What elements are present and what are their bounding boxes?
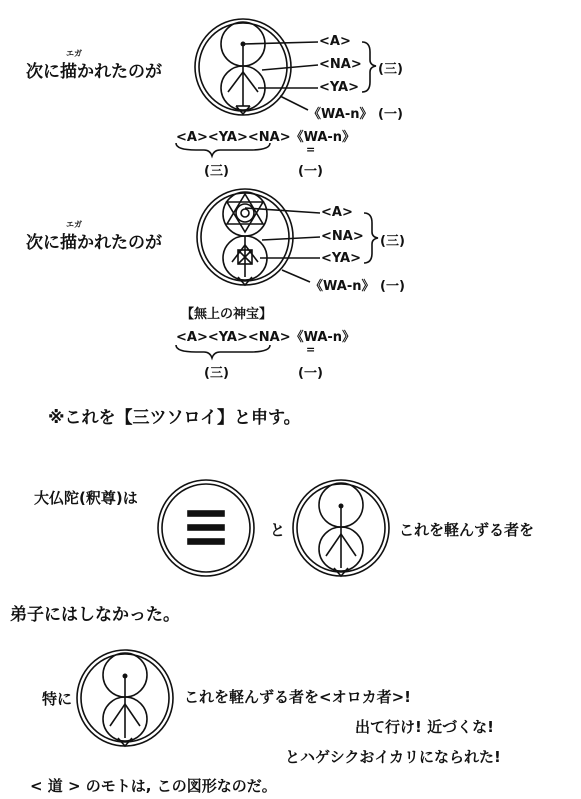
label-a-1: <A> xyxy=(319,34,351,49)
bracket-three-2: (三) xyxy=(204,366,229,381)
label-a-2: <A> xyxy=(321,205,353,220)
symbol-diagram-1 xyxy=(195,19,291,115)
despise-text: これを軽んずる者を xyxy=(399,521,535,539)
intro-text-1: 次に描かれたのが xyxy=(26,62,162,82)
exclaim-line-2: 出て行け! 近づくな! xyxy=(355,718,494,736)
bracket-one-1: (一) xyxy=(298,164,323,179)
label-ya-1: <YA> xyxy=(319,80,360,95)
final-text: < 道 > のモトは, この図形なのだ。 xyxy=(30,777,277,795)
exclaim-line-3: とハゲシクおイカリになられた! xyxy=(285,748,501,766)
figure-symbol-3 xyxy=(293,480,389,576)
label-na-1: <NA> xyxy=(319,57,362,72)
label-wan-1: 《WA-n》 xyxy=(308,107,373,122)
figure-symbol-4 xyxy=(77,650,173,746)
group-one-1: (一) xyxy=(378,107,403,122)
and-text: と xyxy=(270,521,286,539)
ruby-2: エガ xyxy=(66,220,82,229)
formula-1: <A><YA><NA>《WA-n》 xyxy=(176,130,356,145)
conclusion-text: 弟子にはしなかった。 xyxy=(10,605,180,625)
bracket-three-1: (三) xyxy=(204,164,229,179)
exclaim-line-1: これを軽んずる者を<オロカ者>! xyxy=(184,688,411,706)
subject-text: 大仏陀(釈尊)は xyxy=(34,489,138,507)
label-ya-2: <YA> xyxy=(321,251,362,266)
especially-text: 特に xyxy=(42,690,73,708)
formula-2: <A><YA><NA>《WA-n》 xyxy=(176,330,356,345)
note-text: ※これを【三ツソロイ】と申す。 xyxy=(48,408,301,428)
equals-2: = xyxy=(306,343,316,356)
equals-1: = xyxy=(306,143,316,156)
group-three-2: (三) xyxy=(380,234,405,249)
group-one-2: (一) xyxy=(380,279,405,294)
ruby-1: エガ xyxy=(66,49,82,58)
label-na-2: <NA> xyxy=(321,229,364,244)
bracket-one-2: (一) xyxy=(298,366,323,381)
intro-text-2: 次に描かれたのが xyxy=(26,233,162,253)
treasure-label: 【無上の神宝】 xyxy=(181,307,273,322)
symbol-diagram-2 xyxy=(197,189,293,285)
group-three-1: (三) xyxy=(378,62,403,77)
three-lines-symbol xyxy=(158,480,254,576)
label-wan-2: 《WA-n》 xyxy=(310,279,375,294)
